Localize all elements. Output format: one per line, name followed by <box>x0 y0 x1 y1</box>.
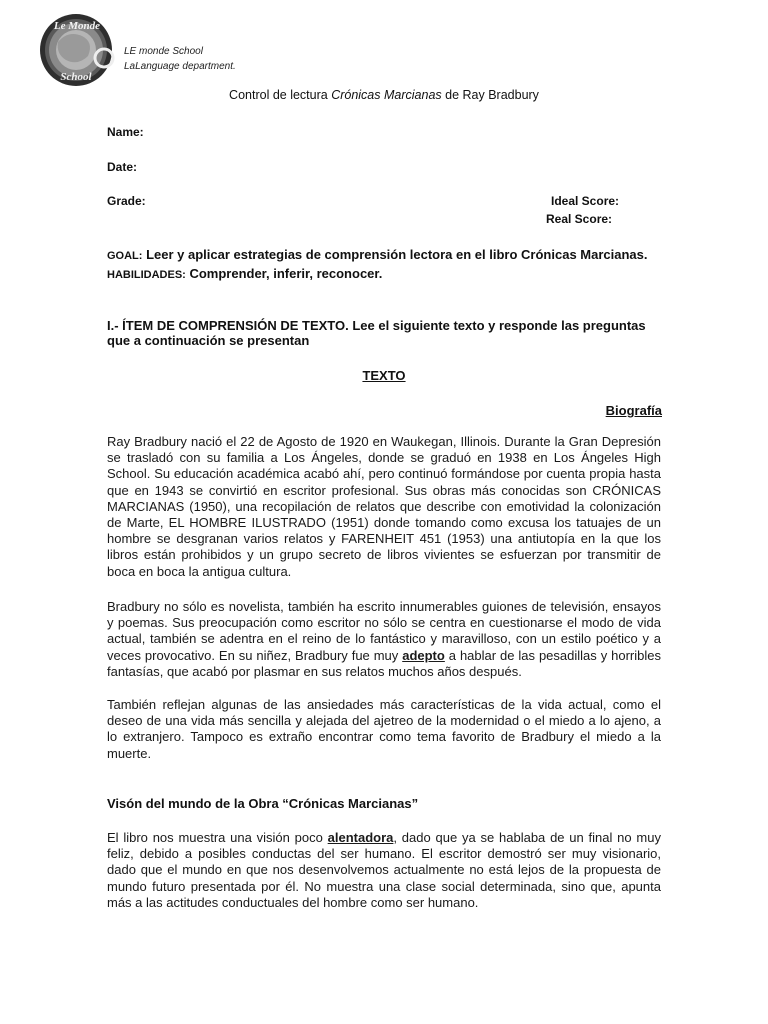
name-field-label: Name: <box>107 125 144 139</box>
texto-heading: TEXTO <box>362 368 406 383</box>
highlight-alentadora: alentadora <box>327 830 394 845</box>
skills-label: HABILIDADES: <box>107 269 186 281</box>
goal-line <box>107 246 687 265</box>
ideal-score-label: Ideal Score: <box>551 194 620 208</box>
paragraph-2-before: Bradbury no sólo es novelista, también ha escrito innumerables guiones de televisión, ensayos y poemas. Sus preocupación como escritor no sólo se centra en cuestionarse el modo de vida actual, también se adentra en el reino de lo fantástico y maravilloso, con un estilo poético y a veces provocativo. En su niñez, Bradbury fue muy <box>107 599 661 663</box>
svg-text:Le Monde: Le Monde <box>53 20 101 32</box>
skills-line <box>107 265 687 284</box>
vision-paragraph <box>107 830 661 911</box>
vision-heading: Visón del mundo de la Obra “Crónicas Marcianas” <box>107 796 419 811</box>
grade-field-label: Grade: <box>107 194 146 208</box>
biography-paragraph-2 <box>107 599 661 680</box>
real-score-label: Real Score: <box>546 212 613 226</box>
date-field-label: Date: <box>107 160 138 174</box>
school-header <box>124 44 236 74</box>
biography-paragraph-3: También reflejan algunas de las ansiedades más características de la vida actual, como el deseo de una vida más sencilla y alejada del ajetreo de la modernidad o el miedo a lo ajeno, a lo extranjero. Tampoco es extraño encontrar como tema favorito de Bradbury el miedo a la muerte. <box>107 697 661 761</box>
biography-paragraph-1: Ray Bradbury nació el 22 de Agosto de 1920 en Waukegan, Illinois. Durante la Gran Depresión se trasladó con su familia a Los Ángeles, donde se graduó en 1938 en Los Ángeles High School. Su educación académica acabó ahí, pero continuó formándose por cuenta propia hasta que en 1943 se convirtió en escritor profesional. Sus obras más conocidas son CRÓNICAS MARCIANAS (1950), una recopilación de relatos que describe con emotividad la colonización de Marte, EL HOMBRE ILUSTRADO (1951) donde tomando como excusa los tatuajes de un hombre se desgranan varios relatos y FARENHEIT 451 (1953) una antiutopía en la que los libros están prohibidos y un grupo secreto de libros vivientes se esfuerzan por transmitir de boca en boca la antigua cultura. <box>107 434 661 579</box>
svg-text:School: School <box>60 71 92 83</box>
skills-text: Comprender, inferir, reconocer. <box>185 266 383 281</box>
item-heading: I.- ÍTEM DE COMPRENSIÓN DE TEXTO. Lee el siguiente texto y responde las preguntas que a continuación se presentan <box>107 318 646 348</box>
department-name: LaLanguage department. <box>124 61 236 72</box>
title-suffix: de Ray Bradbury <box>441 88 539 102</box>
highlight-adepto: adepto <box>402 647 445 663</box>
goal-section <box>107 246 687 284</box>
biography-heading: Biografía <box>605 403 662 418</box>
goal-text: Leer y aplicar estrategias de comprensión lectora en el libro Crónicas Marcianas. <box>142 247 648 262</box>
goal-label: GOAL: <box>107 250 143 262</box>
vision-before: El libro nos muestra una visión poco <box>107 830 328 845</box>
vision-after: , dado que ya se hablaba de un final no muy feliz, debido a posibles conductas del ser humano. El escritor demostró ser muy visionario, dado que el mundo en que nos desenvolvemos actualmente no está lejos de la propuesta de mundo futuro presentada por él. No muestra una clase social determinada, sino que, apunta más a las actitudes conductuales del hombre como ser humano. <box>107 830 661 910</box>
school-logo <box>38 12 116 88</box>
title-book: Crónicas Marcianas <box>331 88 442 102</box>
title-prefix: Control de lectura <box>229 88 332 102</box>
school-name: LE monde School <box>124 46 203 57</box>
document-title <box>0 88 768 102</box>
paragraph-2-after: a hablar de las pesadillas y horribles fantasías, que acabó por plasmar en sus relatos muchos años después. <box>107 647 661 679</box>
